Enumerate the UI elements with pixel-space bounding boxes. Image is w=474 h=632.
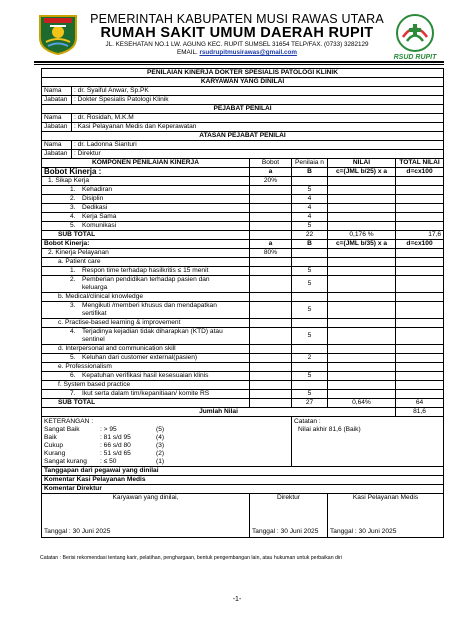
- group-system-practice: f. System based practice: [42, 381, 250, 390]
- item-ktd-value: 5: [292, 328, 328, 345]
- catatan-title: Catatan :: [294, 418, 321, 425]
- footnote: Catatan : Berisi rekomendasi tentang karir, pelatihan, penghargaan, bentuk pengembangan lain, atau hukuman untuk perbaikan diri: [40, 555, 342, 561]
- item-komunikasi: 5. Komunikasi: [42, 222, 250, 231]
- col-nilai: NILAI: [328, 159, 396, 168]
- nama-value: : dr. Syaiful Anwar, Sp.PK: [72, 87, 444, 96]
- keterangan-box: [42, 417, 292, 467]
- hospital-logo-icon: [389, 12, 441, 62]
- email-label: EMAIL.: [177, 49, 198, 56]
- subtotal-2-total: 64: [396, 399, 444, 408]
- bobot2-c: c=(JML b/35) x a: [328, 240, 396, 249]
- item-respon-time-value: 5: [292, 267, 328, 276]
- assessment-table: [41, 68, 444, 538]
- section-pejabat: PEJABAT PENILAI: [42, 105, 444, 114]
- col-komponen: KOMPONEN PENILAIAN KINERJA: [42, 159, 250, 168]
- item-dedikasi-value: 4: [292, 204, 328, 213]
- subtotal-2-value: 27: [292, 399, 328, 408]
- group-patient-care: a. Patient care: [42, 258, 250, 267]
- bobot1-d: d=cx100: [396, 168, 444, 177]
- item-kehadiran: 1. Kehadiran: [42, 186, 250, 195]
- komentar-kasi-label: Komentar Kasi Pelayanan Medis: [42, 476, 444, 485]
- subtotal-1-value: 22: [292, 231, 328, 240]
- pj-nama-label: Nama: [42, 114, 72, 123]
- item-keluhan-value: 2: [292, 354, 328, 363]
- nama-label: Nama: [42, 87, 72, 96]
- section-karyawan: KARYAWAN YANG DINILAI: [42, 78, 444, 87]
- item-dedikasi: 3. Dedikasi: [42, 204, 250, 213]
- sikap-kerja-bobot: 20%: [250, 177, 292, 186]
- pj-nama-value: : dr. Rosidah, M.K.M: [72, 114, 444, 123]
- form-title: PENILAIAN KINERJA DOKTER SPESIALIS PATOLOGI KLINIK: [42, 69, 444, 78]
- signature-direktur: Direktur Tanggal : 30 Juni 2025: [250, 494, 328, 538]
- pj-jabatan-value: : Kasi Pelayanan Medis dan Keperawatan: [72, 123, 444, 132]
- subtotal-1-total: 17,6: [396, 231, 444, 240]
- group-interpersonal: d. Interpersonal and communication skill: [42, 345, 250, 354]
- subtotal-2-label: SUB TOTAL: [42, 399, 250, 408]
- col-total: TOTAL NILAI: [396, 159, 444, 168]
- jabatan-value: : Dokter Spesialis Patologi Klinik: [72, 96, 444, 105]
- group-medical-knowledge: b. Medical/clinical knowledge: [42, 293, 250, 302]
- at-nama-value: : dr. Ladonna Sianturi: [72, 141, 444, 150]
- bobot1-a: a: [250, 168, 292, 177]
- komentar-direktur-label: Komentar Direktur: [42, 485, 444, 494]
- item-ikut-serta: 7. Ikut serta dalam tim/kepanitiaan/ komite RS: [42, 390, 250, 399]
- bobot2-a: a: [250, 240, 292, 249]
- bobot-kinerja-1: Bobot Kinerja :: [42, 168, 250, 177]
- jabatan-label: Jabatan: [42, 96, 72, 105]
- item-keluhan: 5. Keluhan dari customer external(pasien): [42, 354, 250, 363]
- signature-karyawan: Karyawan yang dinilai, Tanggal : 30 Juni 2025: [42, 494, 250, 538]
- at-nama-label: Nama: [42, 141, 72, 150]
- bobot2-d: d=cx100: [396, 240, 444, 249]
- item-kerja-sama: 4. Kerja Sama: [42, 213, 250, 222]
- subtotal-1-nilai: 0,176 %: [328, 231, 396, 240]
- page-number: -1-: [232, 596, 242, 603]
- subtotal-2-nilai: 0,64%: [328, 399, 396, 408]
- group-practise-learning: c. Practise-based learning & improvement: [42, 319, 250, 328]
- bobot-kinerja-2: Bobot Kinerja:: [42, 240, 250, 249]
- item-pendidikan: 2. Pemberian pendidikan terhadap pasien dan keluarga: [42, 276, 250, 293]
- item-pendidikan-value: 5: [292, 276, 328, 293]
- item-sertifikat-value: 5: [292, 302, 328, 319]
- col-penilaian: Penilaia n: [292, 159, 328, 168]
- email-link[interactable]: rsudrupitmusirawas@gmail.com: [199, 49, 297, 56]
- item-verifikasi: 6. Kepatuhan verifikasi hasil kesesuaian klinis: [42, 372, 250, 381]
- tanggapan-label: Tanggapan dari pegawai yang dinilai: [42, 467, 444, 476]
- bobot2-b: B: [292, 240, 328, 249]
- header-rule: [34, 61, 444, 63]
- at-jabatan-label: Jabatan: [42, 150, 72, 159]
- jumlah-nilai-label: Jumlah Nilai: [42, 408, 396, 417]
- catatan-box: [292, 417, 444, 467]
- letterhead: [0, 0, 474, 66]
- item-disiplin-value: 4: [292, 195, 328, 204]
- item-respon-time: 1. Respon time terhadap hasilkritis ≤ 15 menit: [42, 267, 250, 276]
- header-address: JL. KESEHATAN NO.1 LW. AGUNG KEC. RUPIT SUMSEL 31654 TELP/FAX. (0733) 3282129: [105, 41, 369, 48]
- header-line-1: PEMERINTAH KABUPATEN MUSI RAWAS UTARA: [90, 12, 384, 26]
- item-ktd: 4. Terjadinya kejadian tidak diharapkan (KTD) atau sentinel: [42, 328, 250, 345]
- col-bobot: Bobot: [250, 159, 292, 168]
- keterangan-title: KETERANGAN :: [44, 418, 94, 425]
- header-rule-thin: [34, 64, 444, 65]
- bobot1-c: c=(JML b/25) x a: [328, 168, 396, 177]
- header-hospital-name: RUMAH SAKIT UMUM DAERAH RUPIT: [100, 25, 374, 41]
- item-verifikasi-value: 5: [292, 372, 328, 381]
- bobot1-b: B: [292, 168, 328, 177]
- section-atasan: ATASAN PEJABAT PENILAI: [42, 132, 444, 141]
- group-professionalism: e. Professionalism: [42, 363, 250, 372]
- item-disiplin: 2. Disiplin: [42, 195, 250, 204]
- jumlah-nilai-value: 81,6: [396, 408, 444, 417]
- kinerja-pelayanan-label: 2. Kinerja Pelayanan: [42, 249, 250, 258]
- item-kehadiran-value: 5: [292, 186, 328, 195]
- item-sertifikat: 3. Mengikuti /memberi khusus dan mendapatkan sertifikat: [42, 302, 250, 319]
- keterangan-scale: Sangat Baik : > 95 (5) Baik : 81 s/d 95 (4) Cukup : 66 s/d 80 (3) Kurang : 51 s/d 65 (2) Sangat kurang : ≤ 50 (1): [44, 426, 165, 465]
- subtotal-1-label: SUB TOTAL: [42, 231, 250, 240]
- catatan-text: Nilai akhir 81,6 (Baik): [298, 426, 361, 433]
- sikap-kerja-label: 1. Sikap Kerja: [42, 177, 250, 186]
- item-kerja-sama-value: 4: [292, 213, 328, 222]
- item-komunikasi-value: 5: [292, 222, 328, 231]
- logo-caption: RSUD RUPIT: [393, 54, 437, 61]
- signature-kasi: Kasi Pelayanan Medis Tanggal : 30 Juni 2025: [328, 494, 444, 538]
- at-jabatan-value: : Direktur: [72, 150, 444, 159]
- pj-jabatan-label: Jabatan: [42, 123, 72, 132]
- kinerja-pelayanan-bobot: 80%: [250, 249, 292, 258]
- item-ikut-serta-value: 5: [292, 390, 328, 399]
